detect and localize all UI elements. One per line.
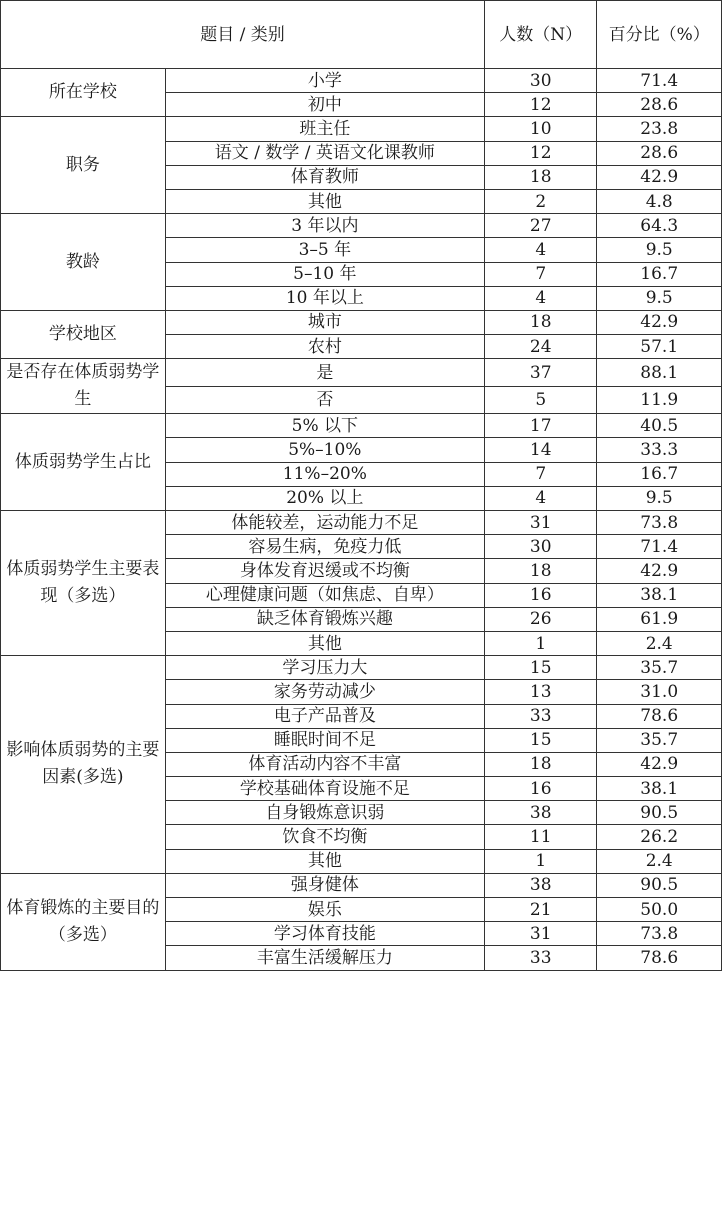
count-cell: 1 — [485, 849, 597, 873]
category-cell: 10 年以上 — [165, 286, 484, 310]
table-row — [1, 359, 722, 387]
category-cell: 体育教师 — [165, 165, 484, 189]
percent-cell: 57.1 — [597, 335, 722, 359]
percent-cell: 23.8 — [597, 117, 722, 141]
group-label: 职务 — [1, 117, 166, 214]
percent-cell: 31.0 — [597, 680, 722, 704]
table-row — [1, 310, 722, 334]
category-cell: 否 — [165, 386, 484, 414]
category-cell: 农村 — [165, 335, 484, 359]
group-label: 体质弱势学生主要表现（多选） — [1, 511, 166, 656]
count-cell: 18 — [485, 310, 597, 334]
count-cell: 31 — [485, 511, 597, 535]
count-cell: 13 — [485, 680, 597, 704]
category-cell: 心理健康问题（如焦虑、自卑） — [165, 583, 484, 607]
category-cell: 是 — [165, 359, 484, 387]
count-cell: 30 — [485, 69, 597, 93]
category-cell: 城市 — [165, 310, 484, 334]
table-row — [1, 214, 722, 238]
percent-cell: 35.7 — [597, 656, 722, 680]
percent-cell: 61.9 — [597, 607, 722, 631]
percent-cell: 78.6 — [597, 946, 722, 970]
group-label: 所在学校 — [1, 69, 166, 117]
category-cell: 强身健体 — [165, 873, 484, 897]
percent-cell: 2.4 — [597, 631, 722, 655]
count-cell: 11 — [485, 825, 597, 849]
percent-cell: 78.6 — [597, 704, 722, 728]
category-cell: 学习压力大 — [165, 656, 484, 680]
group-label: 教龄 — [1, 214, 166, 311]
count-cell: 17 — [485, 414, 597, 438]
table-row — [1, 511, 722, 535]
percent-cell: 90.5 — [597, 873, 722, 897]
percent-cell: 33.3 — [597, 438, 722, 462]
table-row — [1, 117, 722, 141]
percent-cell: 40.5 — [597, 414, 722, 438]
count-cell: 14 — [485, 438, 597, 462]
percent-cell: 64.3 — [597, 214, 722, 238]
percent-cell: 71.4 — [597, 69, 722, 93]
header-count: 人数（N） — [485, 1, 597, 69]
count-cell: 15 — [485, 656, 597, 680]
count-cell: 33 — [485, 946, 597, 970]
category-cell: 娱乐 — [165, 898, 484, 922]
count-cell: 16 — [485, 777, 597, 801]
count-cell: 15 — [485, 728, 597, 752]
count-cell: 31 — [485, 922, 597, 946]
category-cell: 其他 — [165, 849, 484, 873]
table-row — [1, 414, 722, 438]
header-percent: 百分比（%） — [597, 1, 722, 69]
percent-cell: 28.6 — [597, 141, 722, 165]
percent-cell: 90.5 — [597, 801, 722, 825]
percent-cell: 16.7 — [597, 262, 722, 286]
percent-cell: 35.7 — [597, 728, 722, 752]
percent-cell: 2.4 — [597, 849, 722, 873]
count-cell: 5 — [485, 386, 597, 414]
category-cell: 5–10 年 — [165, 262, 484, 286]
category-cell: 其他 — [165, 631, 484, 655]
percent-cell: 11.9 — [597, 386, 722, 414]
category-cell: 其他 — [165, 189, 484, 213]
percent-cell: 38.1 — [597, 777, 722, 801]
category-cell: 3 年以内 — [165, 214, 484, 238]
category-cell: 身体发育迟缓或不均衡 — [165, 559, 484, 583]
category-cell: 11%–20% — [165, 462, 484, 486]
percent-cell: 42.9 — [597, 559, 722, 583]
count-cell: 37 — [485, 359, 597, 387]
count-cell: 12 — [485, 93, 597, 117]
percent-cell: 4.8 — [597, 189, 722, 213]
category-cell: 班主任 — [165, 117, 484, 141]
category-cell: 饮食不均衡 — [165, 825, 484, 849]
count-cell: 27 — [485, 214, 597, 238]
table-row — [1, 69, 722, 93]
group-label: 体育锻炼的主要目的（多选） — [1, 873, 166, 970]
category-cell: 电子产品普及 — [165, 704, 484, 728]
count-cell: 7 — [485, 462, 597, 486]
category-cell: 学习体育技能 — [165, 922, 484, 946]
percent-cell: 28.6 — [597, 93, 722, 117]
category-cell: 自身锻炼意识弱 — [165, 801, 484, 825]
count-cell: 26 — [485, 607, 597, 631]
percent-cell: 42.9 — [597, 165, 722, 189]
count-cell: 30 — [485, 535, 597, 559]
count-cell: 24 — [485, 335, 597, 359]
percent-cell: 9.5 — [597, 286, 722, 310]
percent-cell: 73.8 — [597, 922, 722, 946]
category-cell: 学校基础体育设施不足 — [165, 777, 484, 801]
category-cell: 20% 以上 — [165, 486, 484, 510]
percent-cell: 42.9 — [597, 310, 722, 334]
percent-cell: 71.4 — [597, 535, 722, 559]
count-cell: 2 — [485, 189, 597, 213]
percent-cell: 9.5 — [597, 238, 722, 262]
table-row — [1, 873, 722, 897]
percent-cell: 16.7 — [597, 462, 722, 486]
group-label: 学校地区 — [1, 310, 166, 358]
count-cell: 12 — [485, 141, 597, 165]
count-cell: 21 — [485, 898, 597, 922]
percent-cell: 38.1 — [597, 583, 722, 607]
group-label: 体质弱势学生占比 — [1, 414, 166, 511]
count-cell: 16 — [485, 583, 597, 607]
percent-cell: 73.8 — [597, 511, 722, 535]
count-cell: 4 — [485, 286, 597, 310]
percent-cell: 50.0 — [597, 898, 722, 922]
count-cell: 18 — [485, 752, 597, 776]
count-cell: 10 — [485, 117, 597, 141]
table-body — [1, 69, 722, 971]
count-cell: 18 — [485, 559, 597, 583]
percent-cell: 88.1 — [597, 359, 722, 387]
category-cell: 家务劳动减少 — [165, 680, 484, 704]
count-cell: 4 — [485, 238, 597, 262]
group-label: 是否存在体质弱势学生 — [1, 359, 166, 414]
category-cell: 容易生病，免疫力低 — [165, 535, 484, 559]
count-cell: 1 — [485, 631, 597, 655]
category-cell: 体育活动内容不丰富 — [165, 752, 484, 776]
category-cell: 体能较差，运动能力不足 — [165, 511, 484, 535]
category-cell: 3–5 年 — [165, 238, 484, 262]
count-cell: 33 — [485, 704, 597, 728]
count-cell: 4 — [485, 486, 597, 510]
category-cell: 丰富生活缓解压力 — [165, 946, 484, 970]
percent-cell: 42.9 — [597, 752, 722, 776]
category-cell: 语文 / 数学 / 英语文化课教师 — [165, 141, 484, 165]
category-cell: 缺乏体育锻炼兴趣 — [165, 607, 484, 631]
count-cell: 38 — [485, 873, 597, 897]
category-cell: 5%–10% — [165, 438, 484, 462]
count-cell: 7 — [485, 262, 597, 286]
table-row — [1, 656, 722, 680]
count-cell: 38 — [485, 801, 597, 825]
header-item: 题目 / 类别 — [1, 1, 485, 69]
category-cell: 初中 — [165, 93, 484, 117]
header-row — [1, 1, 722, 69]
category-cell: 5% 以下 — [165, 414, 484, 438]
percent-cell: 26.2 — [597, 825, 722, 849]
category-cell: 睡眠时间不足 — [165, 728, 484, 752]
group-label: 影响体质弱势的主要因素(多选) — [1, 656, 166, 874]
category-cell: 小学 — [165, 69, 484, 93]
percent-cell: 9.5 — [597, 486, 722, 510]
count-cell: 18 — [485, 165, 597, 189]
